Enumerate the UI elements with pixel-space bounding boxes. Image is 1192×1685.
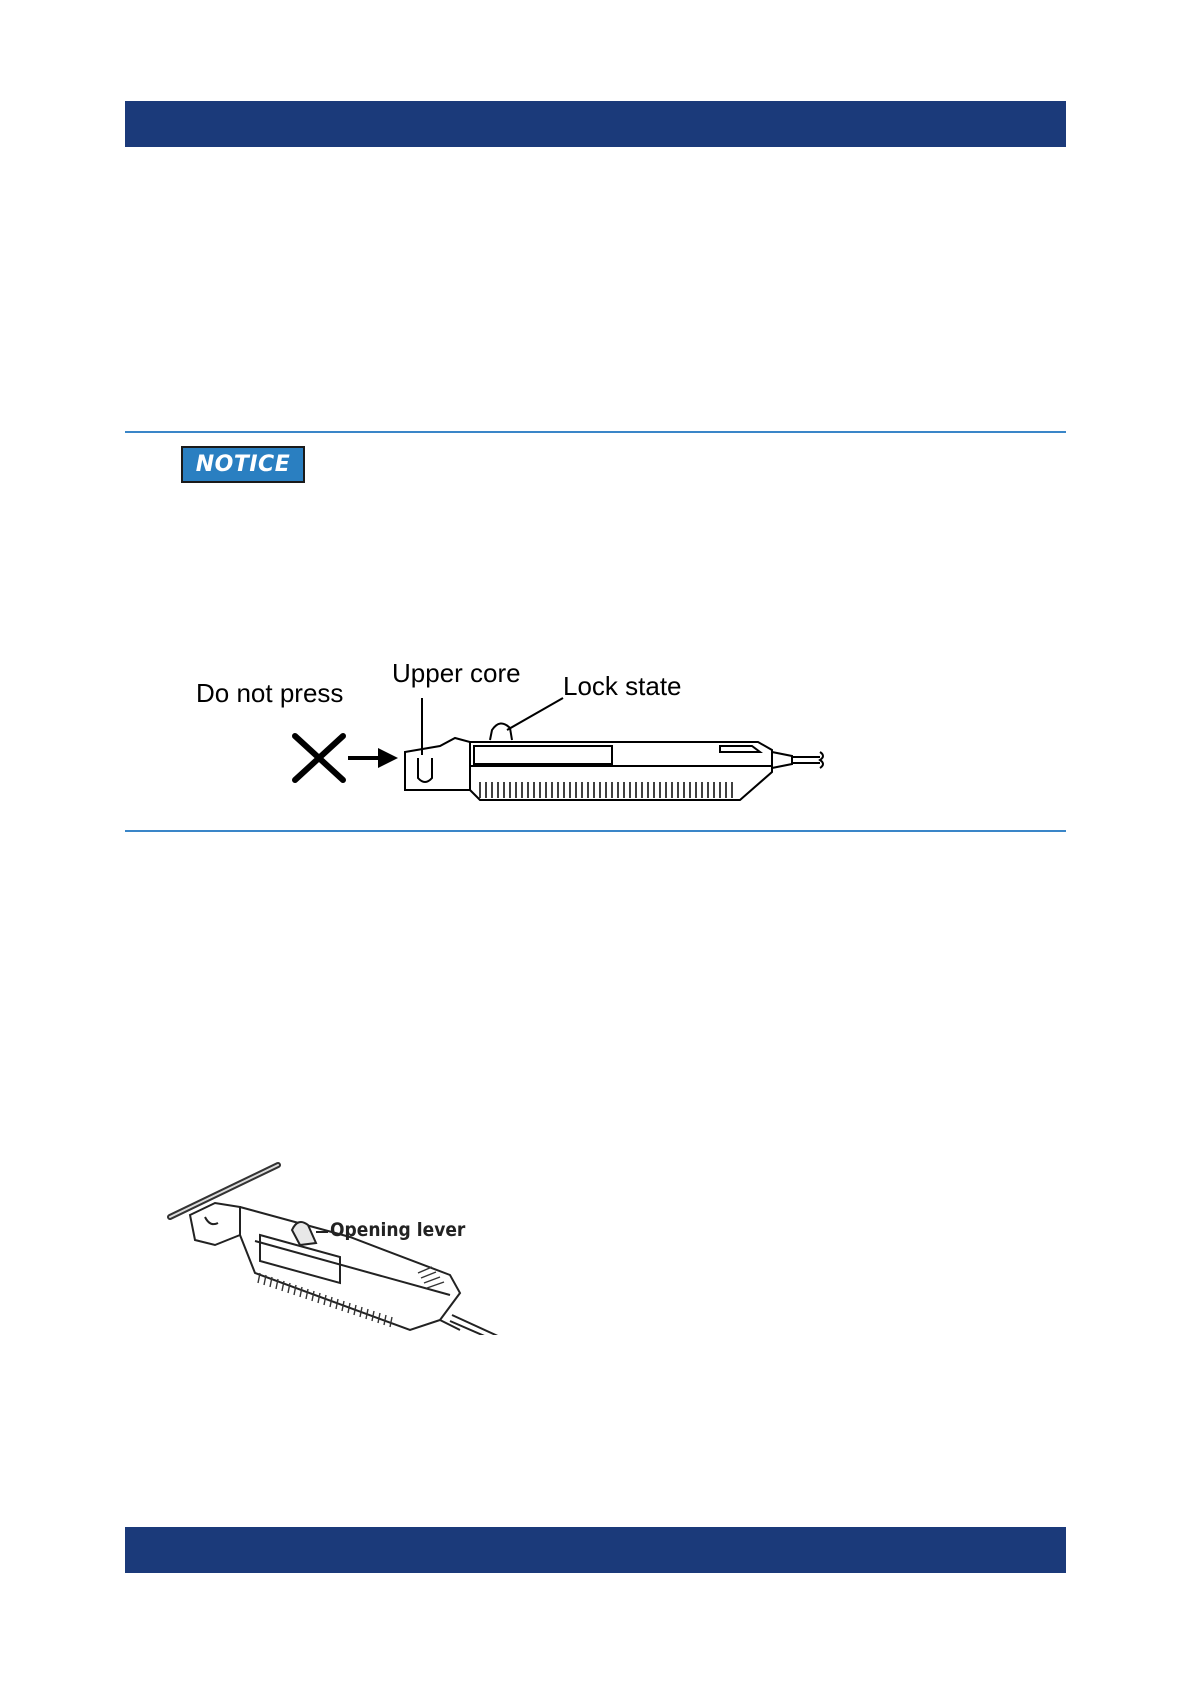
- opening-lever-label: Opening lever: [330, 1219, 466, 1241]
- lock-state-leader: [507, 698, 563, 730]
- grip-ribs: [480, 782, 732, 798]
- probe-lock-figure: [180, 640, 840, 810]
- notice-top-rule: [125, 431, 1066, 433]
- do-not-press-label: Do not press: [196, 678, 344, 708]
- notice-label: NOTICE: [195, 452, 291, 477]
- press-arrow-icon: [348, 748, 398, 768]
- probe-body: [405, 723, 823, 800]
- conductor-rod: [170, 1165, 278, 1217]
- footer-band: [125, 1527, 1066, 1573]
- header-band: [125, 101, 1066, 147]
- lock-state-label: Lock state: [563, 671, 682, 701]
- notice-bottom-rule: [125, 830, 1066, 832]
- grip-ribs-perspective: [258, 1267, 444, 1327]
- probe-drawing: [180, 640, 840, 810]
- probe-opening-lever-figure: [160, 1145, 500, 1335]
- notice-badge: [181, 446, 305, 483]
- prohibited-x-icon: [295, 736, 343, 780]
- upper-core-label: Upper core: [392, 658, 521, 688]
